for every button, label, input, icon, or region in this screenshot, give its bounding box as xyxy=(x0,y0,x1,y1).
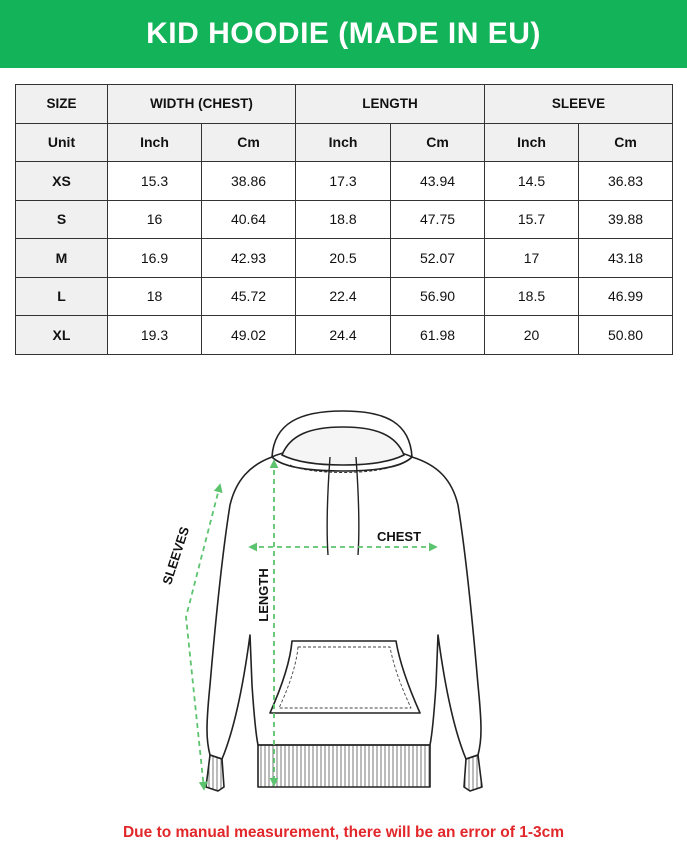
value-cell: 16.9 xyxy=(108,239,202,278)
unit-cell: Cm xyxy=(391,123,485,162)
table-row xyxy=(16,200,673,239)
header-length: LENGTH xyxy=(296,85,485,124)
unit-cell: Inch xyxy=(296,123,391,162)
hoodie-diagram xyxy=(0,395,687,805)
size-cell: XS xyxy=(16,162,108,201)
size-cell: S xyxy=(16,200,108,239)
value-cell: 17 xyxy=(485,239,579,278)
value-cell: 18 xyxy=(108,277,202,316)
length-label: LENGTH xyxy=(256,568,271,622)
right-cuff xyxy=(464,755,482,791)
value-cell: 15.7 xyxy=(485,200,579,239)
value-cell: 24.4 xyxy=(296,316,391,355)
header-size: SIZE xyxy=(16,85,108,124)
unit-cell: Inch xyxy=(485,123,579,162)
unit-cell: Inch xyxy=(108,123,202,162)
value-cell: 42.93 xyxy=(202,239,296,278)
size-chart-table xyxy=(15,84,673,355)
value-cell: 20.5 xyxy=(296,239,391,278)
value-cell: 38.86 xyxy=(202,162,296,201)
table-row xyxy=(16,162,673,201)
value-cell: 61.98 xyxy=(391,316,485,355)
size-cell: L xyxy=(16,277,108,316)
chest-label: CHEST xyxy=(376,529,422,544)
waistband xyxy=(258,745,430,787)
value-cell: 46.99 xyxy=(579,277,673,316)
value-cell: 16 xyxy=(108,200,202,239)
value-cell: 22.4 xyxy=(296,277,391,316)
value-cell: 36.83 xyxy=(579,162,673,201)
hoodie-outline xyxy=(206,411,482,791)
value-cell: 50.80 xyxy=(579,316,673,355)
value-cell: 52.07 xyxy=(391,239,485,278)
value-cell: 18.5 xyxy=(485,277,579,316)
size-cell: M xyxy=(16,239,108,278)
kangaroo-pocket xyxy=(270,641,420,713)
left-cuff xyxy=(206,755,224,791)
value-cell: 39.88 xyxy=(579,200,673,239)
table-row xyxy=(16,316,673,355)
table-row xyxy=(16,277,673,316)
value-cell: 19.3 xyxy=(108,316,202,355)
table-unit-row xyxy=(16,123,673,162)
value-cell: 14.5 xyxy=(485,162,579,201)
header-width-chest: WIDTH (CHEST) xyxy=(108,85,296,124)
value-cell: 40.64 xyxy=(202,200,296,239)
page-title: KID HOODIE (MADE IN EU) xyxy=(146,17,541,50)
table-row xyxy=(16,239,673,278)
value-cell: 18.8 xyxy=(296,200,391,239)
value-cell: 49.02 xyxy=(202,316,296,355)
value-cell: 47.75 xyxy=(391,200,485,239)
value-cell: 17.3 xyxy=(296,162,391,201)
sleeves-label: SLEEVES xyxy=(159,524,193,587)
value-cell: 20 xyxy=(485,316,579,355)
value-cell: 56.90 xyxy=(391,277,485,316)
measurement-note: Due to manual measurement, there will be an error of 1-3cm xyxy=(122,824,565,841)
value-cell: 45.72 xyxy=(202,277,296,316)
value-cell: 43.94 xyxy=(391,162,485,201)
value-cell: 15.3 xyxy=(108,162,202,201)
value-cell: 43.18 xyxy=(579,239,673,278)
header-sleeve: SLEEVE xyxy=(485,85,673,124)
size-cell: XL xyxy=(16,316,108,355)
unit-cell: Cm xyxy=(579,123,673,162)
title-banner xyxy=(0,0,687,68)
unit-label: Unit xyxy=(16,123,108,162)
unit-cell: Cm xyxy=(202,123,296,162)
table-header-row xyxy=(16,85,673,124)
